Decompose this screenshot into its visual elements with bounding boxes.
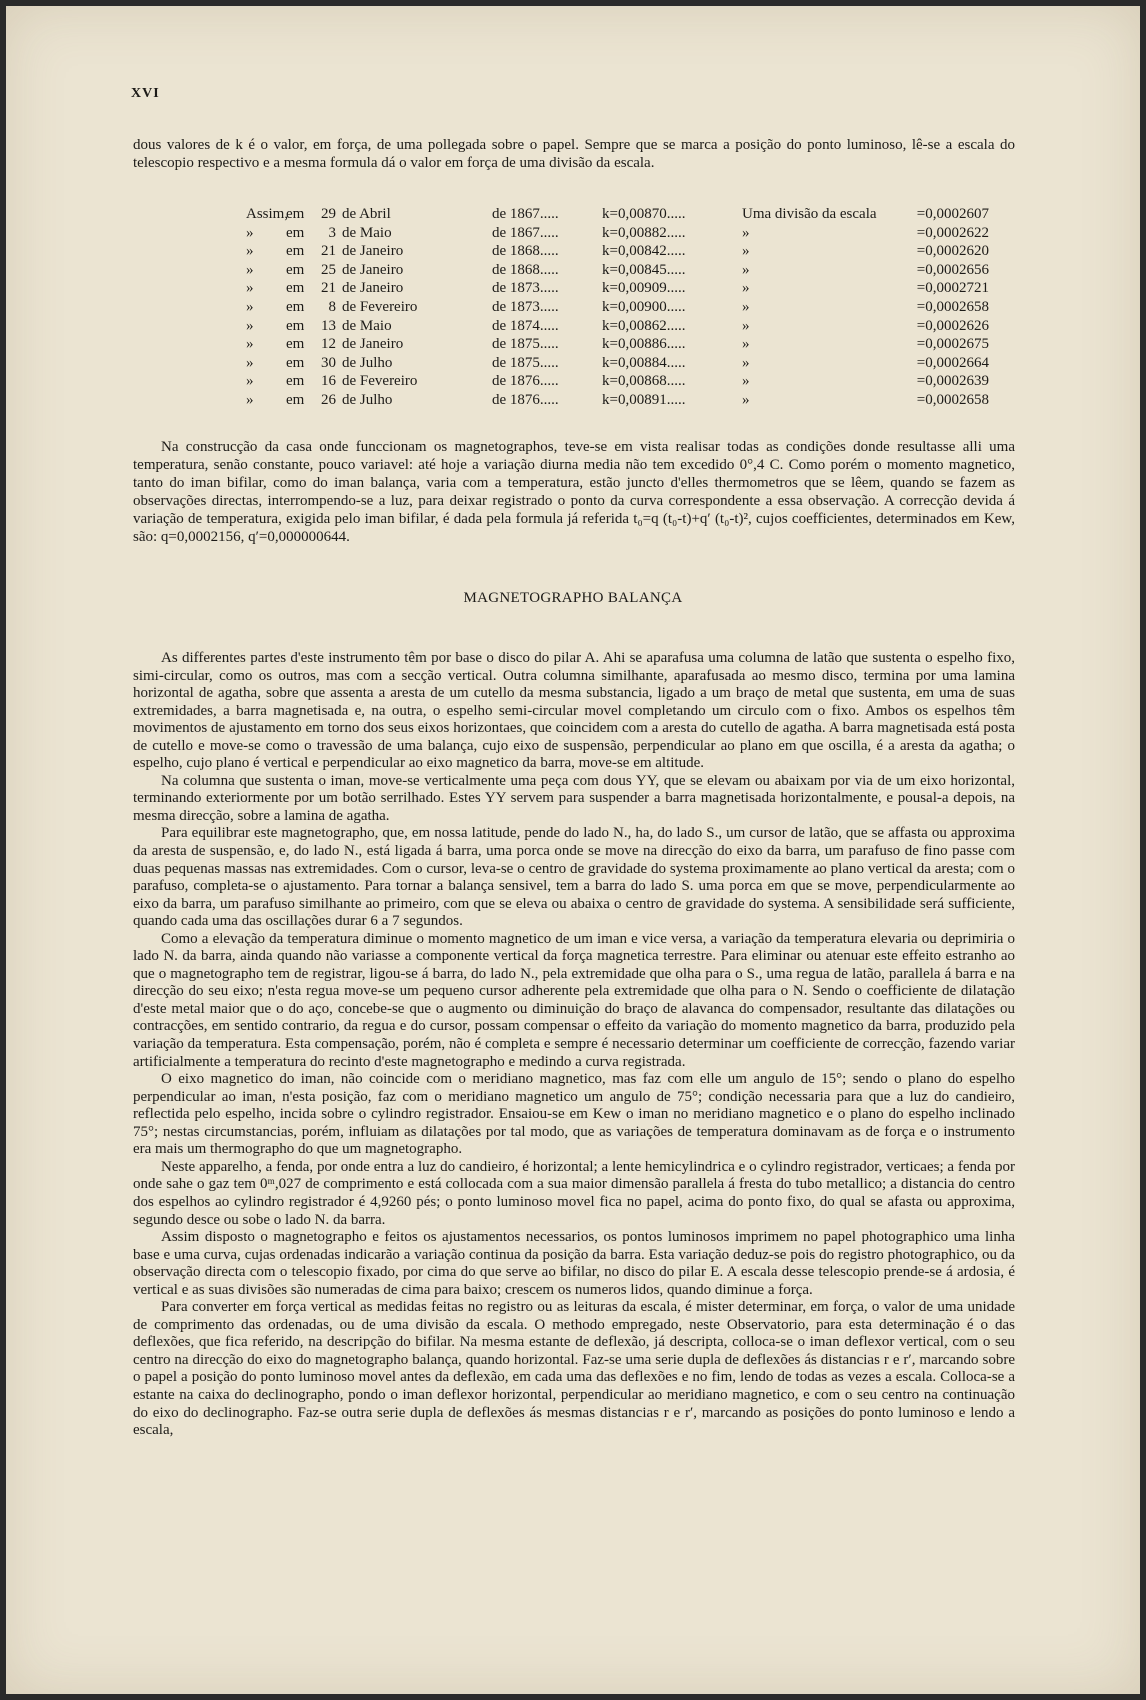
row-scale-value: =0,0002620 — [916, 243, 989, 260]
row-division-label: Uma divisão da escala — [742, 206, 877, 222]
intro-paragraph-block — [133, 136, 1015, 172]
row-day: 21 — [321, 243, 336, 260]
row-k-value: k=0,00842..... — [602, 243, 686, 260]
row-em: em — [286, 224, 305, 241]
table-row — [246, 279, 989, 298]
table-row — [246, 391, 989, 410]
table-row — [246, 224, 989, 243]
row-scale-value: =0,0002622 — [916, 224, 989, 241]
row-day: 30 — [321, 354, 336, 371]
document-page — [6, 6, 1140, 1694]
row-prefix: » — [246, 354, 254, 371]
row-k-value: k=0,00909..... — [602, 280, 686, 297]
row-prefix: » — [246, 373, 254, 390]
row-scale-value: =0,0002658 — [916, 298, 989, 315]
table-row — [246, 354, 989, 373]
body-paragraph: Para converter em força vertical as medidas feitas no registro ou as leituras da escala, é mister determinar, em força, o valor de uma unidade de comprimento das ordenadas, ou de uma divisão da escala. O methodo empregado, neste Observatorio, para esta determinação é o das deflexões, que fica referido, na descripção do bifilar. Na mesma estante de deflexão, já descripta, colloca-se o iman deflexor vertical, com o seu centro na direcção do eixo do magnetographo balança, quando horizontal. Faz-se uma serie dupla de deflexões ás distancias r e r′, marcando sobre o papel a posição do ponto luminoso movel antes da deflexão, em cada uma das deflexões e no fim, lendo de todas as vezes a escala. Colloca-se a estante na caixa do declinographo, pondo o iman deflexor horizontal, perpendicular ao meridiano magnetico, e com o seu centro na continuação do eixo do declinographo. Faz-se outra serie dupla de deflexões ás mesmas distancias r e r′, marcando as posições do ponto luminoso e lendo a escala, — [133, 1299, 1015, 1439]
row-day: 13 — [321, 317, 336, 334]
row-month: de Fevereiro — [342, 373, 418, 390]
row-month: de Janeiro — [342, 243, 404, 260]
row-year: de 1874..... — [492, 317, 559, 334]
row-year: de 1875..... — [492, 354, 559, 371]
row-scale-value: =0,0002675 — [916, 336, 989, 353]
row-scale-value: =0,0002664 — [916, 354, 989, 371]
table-row — [246, 335, 989, 354]
body-paragraph: Neste apparelho, a fenda, por onde entra a luz do candieiro, é horizontal; a lente hemicylindrica e o cylindro registrador, verticaes; a fenda por onde sahe o gaz tem 0ᵐ,027 de comprimento e está collocada com a sua maior dimensão parallela á fresta do tubo metallico; a distancia do centro dos espelhos ao cylindro registrador é 4,9260 pés; o ponto luminoso movel fica no papel, acima do ponto fixo, do qual se afasta ou approxima, segundo desce ou sobe o lado N. da barra. — [133, 1158, 1015, 1228]
row-scale-value: =0,0002656 — [916, 261, 989, 278]
row-division-label: » — [742, 391, 750, 408]
row-year: de 1867..... — [492, 224, 559, 241]
row-division-label: » — [742, 354, 750, 371]
row-year: de 1873..... — [492, 280, 559, 297]
row-day: 26 — [321, 391, 336, 408]
row-division-label: » — [742, 261, 750, 278]
page-number: XVI — [131, 86, 160, 101]
section-title: MAGNETOGRAPHO BALANÇA — [463, 590, 683, 606]
row-division-label: » — [742, 280, 750, 297]
row-day: 12 — [321, 336, 336, 353]
row-division-label: » — [742, 336, 750, 353]
row-em: em — [286, 336, 305, 353]
row-k-value: k=0,00870..... — [602, 206, 686, 222]
row-prefix: » — [246, 336, 254, 353]
row-month: de Maio — [342, 317, 392, 334]
row-k-value: k=0,00884..... — [602, 354, 686, 371]
scale-values-table — [246, 205, 989, 410]
row-em: em — [286, 354, 305, 371]
row-scale-value: =0,0002607 — [916, 206, 989, 222]
row-prefix: » — [246, 224, 254, 241]
row-scale-value: =0,0002721 — [916, 280, 989, 297]
row-division-label: » — [742, 243, 750, 260]
table-row — [246, 317, 989, 336]
row-month: de Julho — [342, 354, 393, 371]
row-scale-value: =0,0002658 — [916, 391, 989, 408]
row-day: 21 — [321, 280, 336, 297]
section-body — [133, 650, 1015, 1440]
table-row — [246, 372, 989, 391]
row-day: 25 — [321, 261, 336, 278]
row-day: 3 — [328, 224, 336, 241]
row-k-value: k=0,00868..... — [602, 373, 686, 390]
row-prefix: » — [246, 298, 254, 315]
row-em: em — [286, 206, 305, 222]
row-prefix: Assim, — [246, 206, 289, 222]
row-em: em — [286, 391, 305, 408]
table-row — [246, 242, 989, 261]
table-row — [246, 298, 989, 317]
row-k-value: k=0,00882..... — [602, 224, 686, 241]
row-k-value: k=0,00862..... — [602, 317, 686, 334]
intro-paragraph: dous valores de k é o valor, em força, de uma pollegada sobre o papel. Sempre que se marca a posição do ponto luminoso, lê-se a escala do telescopio respectivo e a mesma formula dá o valor em força de uma divisão da escala. — [133, 137, 1015, 171]
row-day: 16 — [321, 373, 336, 390]
row-k-value: k=0,00891..... — [602, 391, 686, 408]
row-division-label: » — [742, 224, 750, 241]
body-paragraph: Assim disposto o magnetographo e feitos os ajustamentos necessarios, os pontos luminosos imprimem no papel photographico uma linha base e uma curva, cujas ordenadas indicarão a variação continua da posição da barra. Esta variação deduz-se pois do registro photographico, ou da observação directa com o telescopio fixado, por cima do que serve ao bifilar, no disco do pilar E. A escala desse telescopio prende-se á ardosia, é vertical e as suas divisões são numeradas de cima para baixo; crescem os numeros lidos, quando diminue a força. — [133, 1229, 1015, 1298]
row-day: 8 — [328, 298, 336, 315]
row-em: em — [286, 261, 305, 278]
table-row — [246, 261, 989, 280]
row-division-label: » — [742, 298, 750, 315]
row-year: de 1876..... — [492, 373, 559, 390]
row-month: de Maio — [342, 224, 392, 241]
row-k-value: k=0,00845..... — [602, 261, 686, 278]
row-em: em — [286, 243, 305, 260]
row-year: de 1876..... — [492, 391, 559, 408]
body-paragraph: Como a elevação da temperatura diminue o momento magnetico de um iman e vice versa, a variação da temperatura elevaria ou deprimiria o lado N. da barra, ainda quando não variasse a componente vertical da força magnetica terrestre. Para eliminar ou atenuar este effeito estranho ao que o magnetographo tem de registrar, ligou-se á barra, do lado N., pela extremidade que olha para o S., uma regua de latão, parallela á barra e na direcção do seu eixo; n'esta regua move-se um pequeno cursor adherente pela extremidade que olha para o N. Sendo o coefficiente de dilatação d'este metal maior que o do aço, concebe-se que o augmento ou diminuição do braço de alavanca do compensador, resultante das dilatações ou contracções, em sentido contrario, da regua e do cursor, possam compensar o effeito da variação do momento magnetico da barra, produzido pela variação da temperatura. Esta compensação, porém, não é completa e sempre é necessario determinar um coefficiente de correcção, fazendo variar artificialmente a temperatura do recinto d'este magnetographo e medindo a curva registrada. — [133, 930, 1015, 1070]
row-scale-value: =0,0002626 — [916, 317, 989, 334]
row-prefix: » — [246, 243, 254, 260]
row-em: em — [286, 373, 305, 390]
row-month: de Janeiro — [342, 336, 404, 353]
row-scale-value: =0,0002639 — [916, 373, 989, 390]
body-paragraph: Na columna que sustenta o iman, move-se verticalmente uma peça com dous YY, que se elevam ou abaixam por via de um eixo horizontal, terminando exteriormente por um botão serrilhado. Estes YY servem para suspender a barra magnetisada horizontalmente, e pousal-a depois, na mesma direcção, sobre a lamina de agatha. — [133, 772, 1015, 824]
row-year: de 1875..... — [492, 336, 559, 353]
temperature-paragraph-block — [133, 438, 1015, 546]
row-prefix: » — [246, 261, 254, 278]
row-year: de 1867..... — [492, 206, 559, 222]
row-month: de Fevereiro — [342, 298, 418, 315]
row-prefix: » — [246, 391, 254, 408]
row-em: em — [286, 298, 305, 315]
row-year: de 1868..... — [492, 243, 559, 260]
body-paragraph: As differentes partes d'este instrumento têm por base o disco do pilar A. Ahi se aparafusa uma columna de latão que sustenta o espelho fixo, simi-circular, como os outros, mas com a secção vertical. Outra columna similhante, aparafusada ao mesmo disco, termina por uma lamina horizontal de agatha, sobre que assenta a aresta de um cutello da mesma substancia, ligado a um braço de metal que sustenta, em uma de suas extremidades, a barra magnetisada e, na outra, o espelho semi-circular movel completando um circulo com o fixo. Ambos os espelhos têm movimentos de ajustamento em torno dos seus eixos horizontaes, que coincidem com a aresta do cutello de agatha. A barra magnetisada está posta de cutello e move-se como o travessão de uma balança, cujo eixo de suspensão, perpendicular ao plano em que oscilla, é a aresta da agatha; o espelho, cujo plano é vertical e perpendicular ao eixo magnetico da barra, move-se em altitude. — [133, 650, 1015, 772]
body-paragraph: O eixo magnetico do iman, não coincide com o meridiano magnetico, mas faz com elle um angulo de 15°; sendo o plano do espelho perpendicular ao iman, n'esta posição, faz com o meridiano magnetico um angulo de 75°; condição necessaria para que a luz do candieiro, reflectida pelo espelho, incida sobre o cylindro registrador. Ensaiou-se em Kew o iman no meridiano magnetico e o plano do espelho inclinado 75°; nestas circumstancias, porém, influiam as dilatações por tal modo, que as variações de temperatura dominavam as de força e o instrumento era mais um thermographo do que um magnetographo. — [133, 1071, 1015, 1158]
row-year: de 1873..... — [492, 298, 559, 315]
row-k-value: k=0,00886..... — [602, 336, 686, 353]
row-month: de Julho — [342, 391, 393, 408]
row-month: de Abril — [342, 206, 391, 222]
body-paragraph: Para equilibrar este magnetographo, que, em nossa latitude, pende do lado N., ha, do lado S., um cursor de latão, que se affasta ou approxima da aresta de suspensão, e, do lado N., está ligada á barra, uma porca onde se move na direcção do eixo da barra, um parafuso de fino passe com duas pequenas massas nas extremidades. Com o cursor, leva-se o centro de gravidade do systema proximamente ao plano vertical da aresta; com o parafuso, completa-se o ajustamento. Para tornar a balança sensivel, tem a barra do lado S. uma porca em que se move, perpendicularmente ao eixo da barra, um parafuso similhante ao primeiro, com que se eleva ou abaixa o centro de gravidade do systema. A sensibilidade será sufficiente, quando cada uma das oscillações durar 6 a 7 segundos. — [133, 825, 1015, 930]
row-em: em — [286, 317, 305, 334]
row-prefix: » — [246, 317, 254, 334]
row-year: de 1868..... — [492, 261, 559, 278]
row-em: em — [286, 280, 305, 297]
row-division-label: » — [742, 317, 750, 334]
row-division-label: » — [742, 373, 750, 390]
table-row — [246, 205, 989, 224]
temperature-paragraph: Na construcção da casa onde funccionam os magnetographos, teve-se em vista realisar todas as condições donde resultasse alli uma temperatura, senão constante, pouco variavel: até hoje a variação diurna media não tem excedido 0°,4 C. Como porém o momento magnetico, tanto do iman bifilar, como do iman balança, varia com a temperatura, estão juncto d'elles thermometros que se lêem, quando se fazem as observações directas, interrompendo-se a luz, para deixar registrado o ponto da curva correspondente a essa observação. A correcção devida á variação de temperatura, exigida pelo iman bifilar, é dada pela formula já referida t₀=q (t₀-t)+q′ (t₀-t)², cujos coefficientes, determinados em Kew, são: q=0,0002156, q′=0,000000644. — [133, 439, 1015, 545]
row-prefix: » — [246, 280, 254, 297]
row-day: 29 — [321, 206, 336, 222]
row-month: de Janeiro — [342, 261, 404, 278]
row-month: de Janeiro — [342, 280, 404, 297]
row-k-value: k=0,00900..... — [602, 298, 686, 315]
